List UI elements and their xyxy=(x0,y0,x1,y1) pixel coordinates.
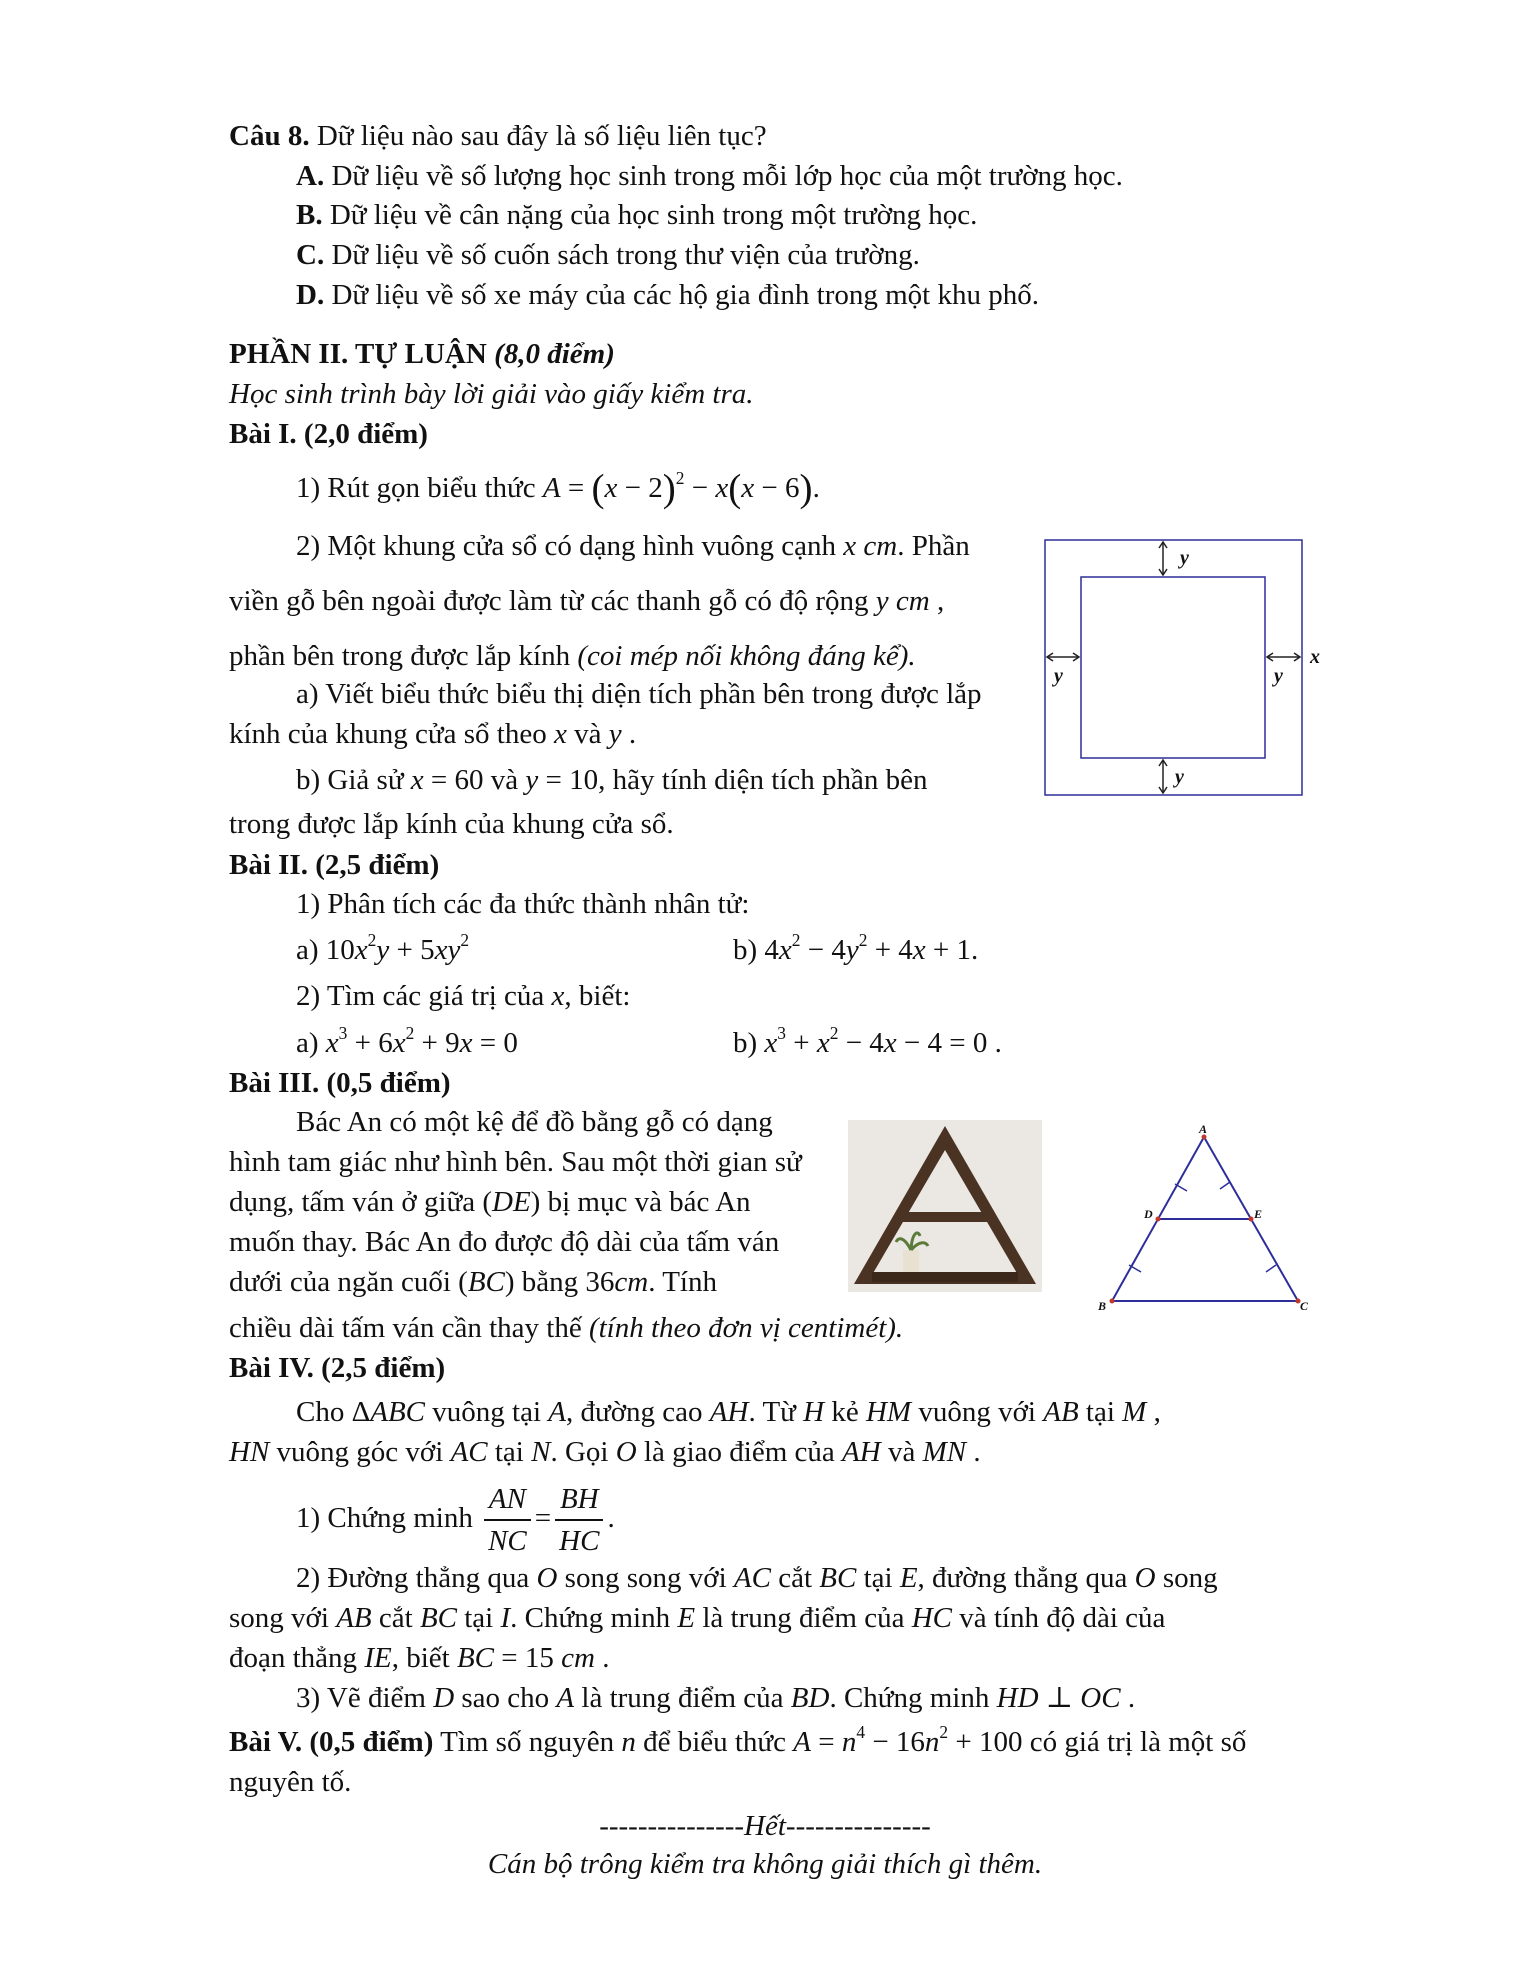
vertex-b-label: B xyxy=(1098,1299,1107,1313)
bai4-line1: Cho ΔABC vuông tại A, đường cao AH. Từ H kẻ HM vuông với AB tại M , xyxy=(296,1396,1161,1428)
bai1-title: Bài I. (2,0 điểm) xyxy=(229,418,428,450)
bai3-line5: dưới của ngăn cuối (BC) bằng 36cm. Tính xyxy=(229,1266,717,1298)
bai1-qb-line2: trong được lắp kính của khung cửa sổ. xyxy=(229,808,674,840)
bai2-q1: 1) Phân tích các đa thức thành nhân tử: xyxy=(296,888,750,920)
inner-glass xyxy=(1081,577,1265,758)
vertex-a-label: A xyxy=(1199,1125,1208,1136)
vertex-c-label: C xyxy=(1300,1299,1309,1313)
bai4-q3: 3) Vẽ điểm D sao cho A là trung điểm của BD. Chứng minh HD ⊥ OC . xyxy=(296,1682,1136,1714)
q8-option-c: C. Dữ liệu về số cuốn sách trong thư viện của trường. xyxy=(296,239,920,271)
label-y-left: y xyxy=(1054,665,1063,687)
bai3-line2: hình tam giác như hình bên. Sau một thời gian sử xyxy=(229,1146,802,1178)
bai5-line2: nguyên tố. xyxy=(229,1766,352,1798)
bai4-q2-line2: song với AB cắt BC tại I. Chứng minh E là trung điểm của HC và tính độ dài của xyxy=(229,1602,1166,1634)
bai2-q1a: a) $10x^2y + 5xy^2$ xyxy=(296,929,470,966)
q8-option-b: B. Dữ liệu về cân nặng của học sinh trong một trường học. xyxy=(296,199,978,231)
bai1-qa-line2: kính của khung cửa sổ theo x và y . xyxy=(229,718,637,750)
triangle-diagram xyxy=(1090,1125,1330,1315)
bai3-title: Bài III. (0,5 điểm) xyxy=(229,1067,451,1099)
window-frame-figure xyxy=(1030,530,1340,800)
bai4-q2-line3: đoạn thẳng IE, biết BC = 15 cm . xyxy=(229,1642,610,1674)
bai4-q1: 1) Chứng minh $\frac{AN}{NC}$ = $\frac{BH}{HC}$ . xyxy=(296,1474,615,1562)
outer-frame xyxy=(1045,540,1302,795)
q8-question: Câu 8. Dữ liệu nào sau đây là số liệu liên tục? xyxy=(229,120,767,152)
label-y-bottom: y xyxy=(1175,766,1184,788)
bai1-q2-line1: 2) Một khung cửa sổ có dạng hình vuông cạnh x cm. Phần xyxy=(296,530,970,562)
label-y-top: y xyxy=(1180,547,1189,569)
label-x: x xyxy=(1310,646,1320,668)
bai3-line6: chiều dài tấm ván cần thay thế (tính theo đơn vị centimét). xyxy=(229,1312,904,1344)
bai4-q2-line1: 2) Đường thẳng qua O song song với AC cắt BC tại E, đường thẳng qua O song xyxy=(296,1562,1218,1594)
bai2-q2b: b) $x^3 + x^2 - 4x - 4 = 0$ . xyxy=(733,1022,1002,1059)
q8-title: Câu 8. xyxy=(229,120,310,152)
bai2-q2a: a) $x^3 + 6x^2 + 9x = 0$ xyxy=(296,1022,518,1059)
bai3-line3: dụng, tấm ván ở giữa (DE) bị mục và bác An xyxy=(229,1186,751,1218)
bai5-title: Bài V. (0,5 điểm) xyxy=(229,1726,434,1758)
label-y-right: y xyxy=(1274,665,1283,687)
part2-instruction: Học sinh trình bày lời giải vào giấy kiểm tra. xyxy=(229,378,754,410)
bai1-q2-line2: viền gỗ bên ngoài được làm từ các thanh gỗ có độ rộng y cm , xyxy=(229,585,945,617)
q8-option-d: D. Dữ liệu về số xe máy của các hộ gia đình trong một khu phố. xyxy=(296,279,1039,311)
bai1-q1: 1) Rút gọn biểu thức $A = (x - 2)^2 - x(x - 6)$. xyxy=(296,467,820,510)
part2-heading: PHẦN II. TỰ LUẬN (8,0 điểm) xyxy=(229,338,615,370)
end-marker: ---------------Hết--------------- xyxy=(599,1810,931,1842)
vertex-e-label: E xyxy=(1254,1207,1263,1221)
wooden-shelf-photo xyxy=(848,1120,1042,1292)
bai1-qb-line1: b) Giả sử x = 60 và y = 10, hãy tính diện tích phần bên xyxy=(296,764,928,796)
footer-note: Cán bộ trông kiểm tra không giải thích gì thêm. xyxy=(487,1848,1043,1880)
vertex-d-label: D xyxy=(1144,1207,1153,1221)
bai1-qa-line1: a) Viết biểu thức biểu thị diện tích phần bên trong được lắp xyxy=(296,678,982,710)
bai1-q2-line3: phần bên trong được lắp kính (coi mép nối không đáng kể). xyxy=(229,640,916,672)
q8-option-a: A. Dữ liệu về số lượng học sinh trong mỗi lớp học của một trường học. xyxy=(296,160,1123,192)
bai2-q1b: b) $4x^2 - 4y^2 + 4x + 1$. xyxy=(733,929,979,966)
bai3-line4: muốn thay. Bác An đo được độ dài của tấm ván xyxy=(229,1226,780,1258)
bai2-q2: 2) Tìm các giá trị của x, biết: xyxy=(296,980,631,1012)
bai5-line1: Bài V. (0,5 điểm) Tìm số nguyên n để biểu thức $A = n^4 - 16n^2 + 100$ có giá trị là một số xyxy=(229,1721,1247,1758)
bai4-title: Bài IV. (2,5 điểm) xyxy=(229,1352,446,1384)
bai2-title: Bài II. (2,5 điểm) xyxy=(229,849,440,881)
bai4-line2: HN vuông góc với AC tại N. Gọi O là giao điểm của AH và MN . xyxy=(229,1436,981,1468)
bai3-line1: Bác An có một kệ để đồ bằng gỗ có dạng xyxy=(296,1106,773,1138)
